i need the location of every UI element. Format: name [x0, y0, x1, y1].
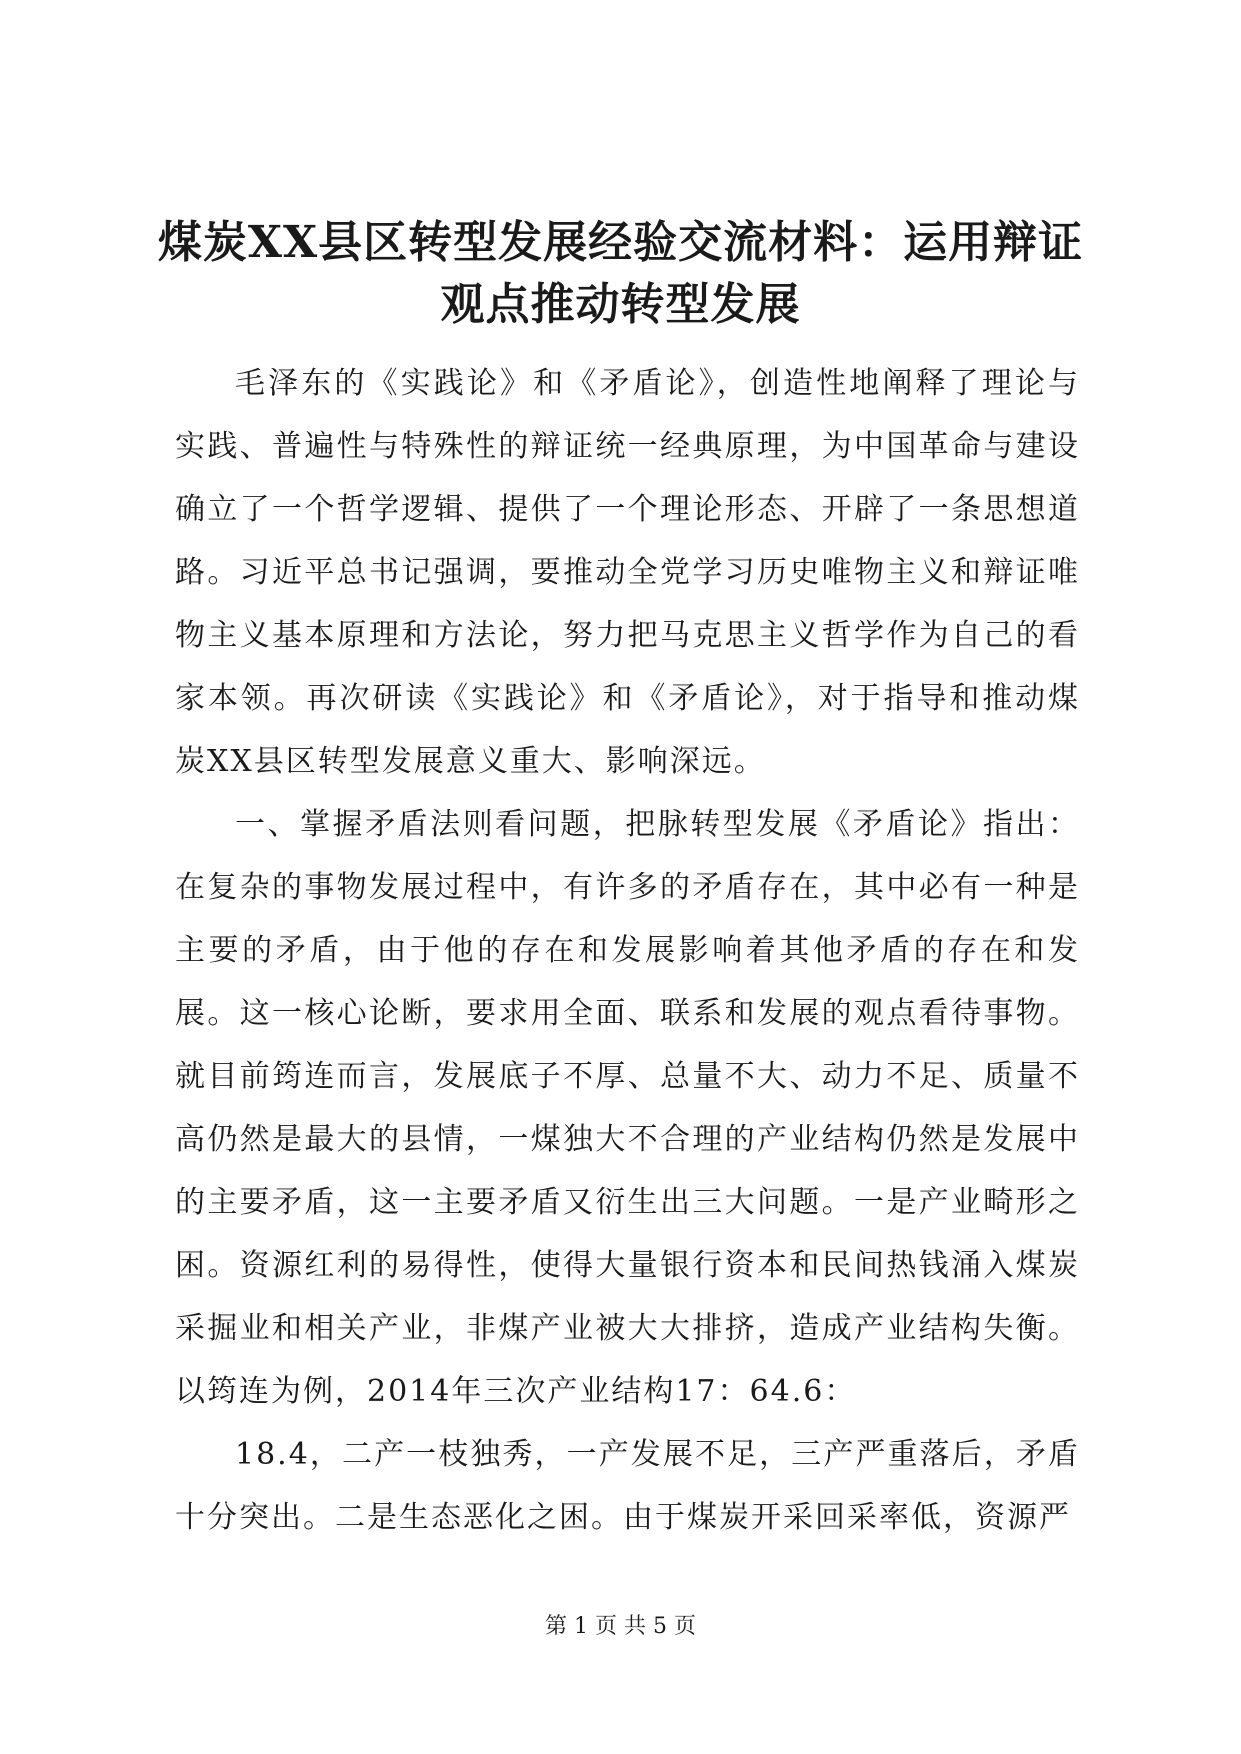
- document-title: 煤炭XX县区转型发展经验交流材料：运用辩证观点推动转型发展: [157, 217, 1084, 330]
- document-body: [175, 352, 1080, 1549]
- paragraph-intro: 毛泽东的《实践论》和《矛盾论》，创造性地阐释了理论与实践、普遍性与特殊性的辩证统一经典原理，为中国革命与建设确立了一个哲学逻辑、提供了一个理论形态、开辟了一条思想道路。习近平总书记强调，要推动全党学习历史唯物主义和辩证唯物主义基本原理和方法论，努力把马克思主义哲学作为自己的看家本领。再次研读《实践论》和《矛盾论》，对于指导和推动煤炭XX县区转型发展意义重大、影响深远。: [175, 366, 1080, 779]
- page-number-footer: 第 1 页 共 5 页: [545, 1614, 696, 1639]
- paragraph-section-one: 一、掌握矛盾法则看问题，把脉转型发展《矛盾论》指出：在复杂的事物发展过程中，有许多的矛盾存在，其中必有一种是主要的矛盾，由于他的存在和发展影响着其他矛盾的存在和发展。这一核心论断，要求用全面、联系和发展的观点看待事物。就目前筠连而言，发展底子不厚、总量不大、动力不足、质量不高仍然是最大的县情，一煤独大不合理的产业结构仍然是发展中的主要矛盾，这一主要矛盾又衍生出三大问题。一是产业畸形之困。资源红利的易得性，使得大量银行资本和民间热钱涌入煤炭采掘业和相关产业，非煤产业被大大排挤，造成产业结构失衡。以筠连为例，2014年三次产业结构17：64.6：: [175, 807, 1080, 1409]
- paragraph-continuation: 18.4，二产一枝独秀，一产发展不足，三产严重落后，矛盾十分突出。二是生态恶化之困。由于煤炭开采回采率低，资源严: [175, 1437, 1080, 1535]
